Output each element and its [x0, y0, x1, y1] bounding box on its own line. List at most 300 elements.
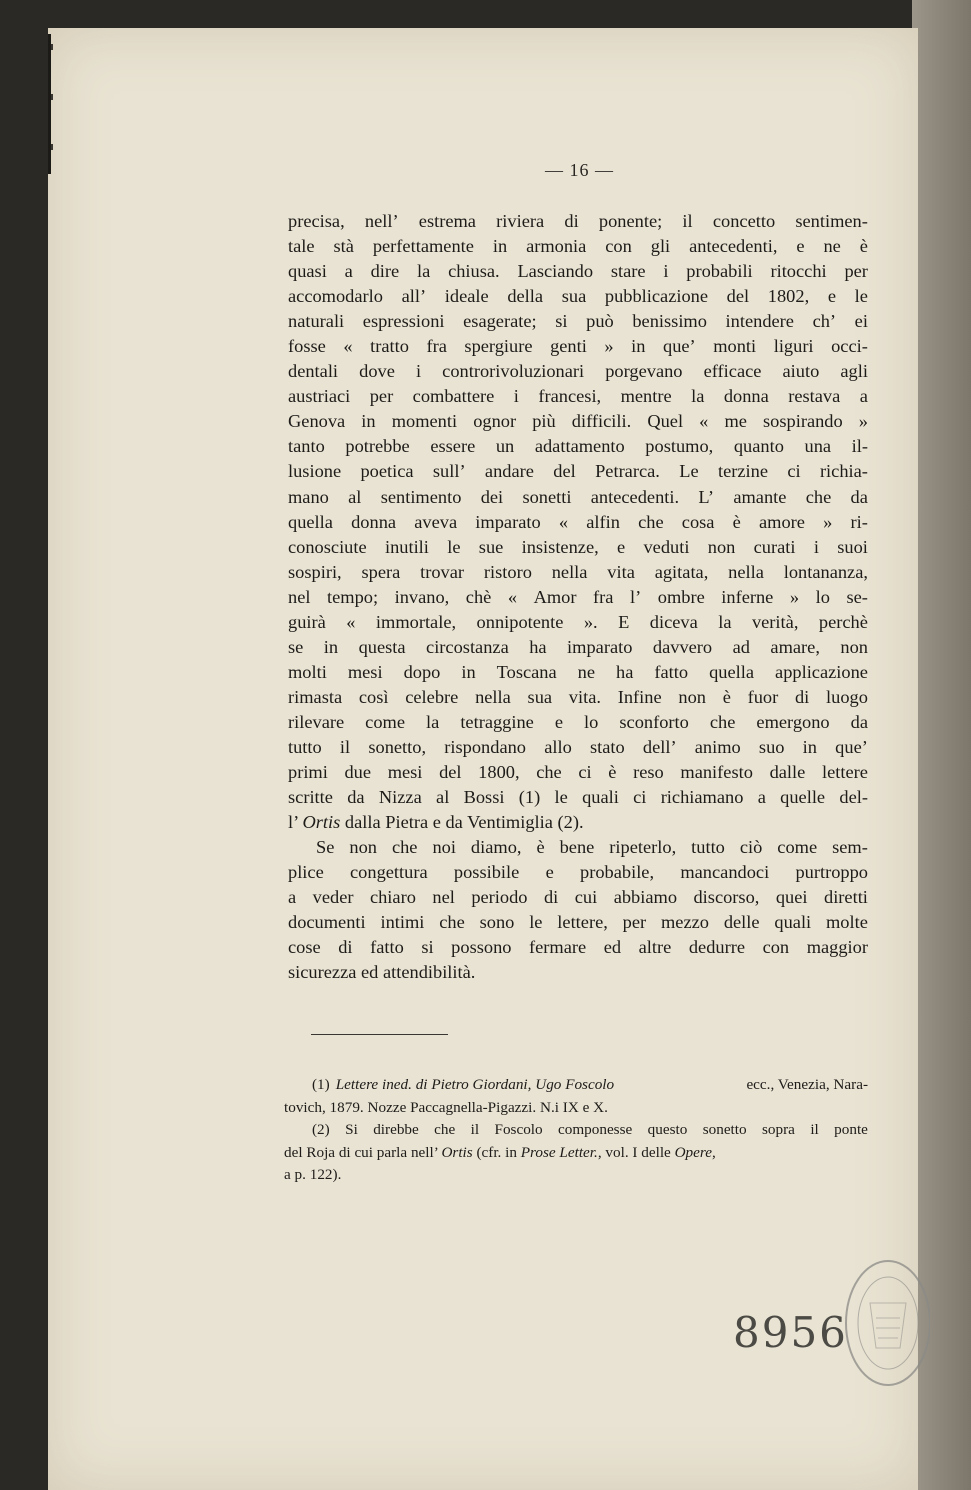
page-number: — 16 — [545, 160, 614, 180]
word: ne [577, 661, 596, 682]
word: espressioni [362, 311, 445, 332]
word: mesi [347, 661, 383, 682]
italic-citation: Lettere ined. di Pietro Giordani, Ugo Foscolo [335, 1076, 615, 1093]
word: così [358, 686, 389, 707]
word: che [439, 912, 465, 933]
word: que’ [663, 336, 696, 357]
word: vita [607, 561, 635, 582]
text-line [288, 760, 868, 785]
word: donna [351, 511, 397, 532]
word: del [439, 762, 462, 783]
word: L’ [698, 486, 715, 507]
text-line [288, 710, 868, 735]
word: da [850, 711, 868, 732]
word: sentimento [380, 486, 462, 507]
text-fragment: ecc., Venezia, Nara- [746, 1076, 868, 1093]
word: sua [561, 286, 587, 307]
word: genti [550, 336, 587, 357]
word: intendere [725, 311, 794, 332]
word: documenti [288, 912, 366, 933]
word: di [794, 686, 810, 707]
word: suoi [837, 536, 868, 557]
word: (2) [312, 1121, 330, 1138]
word: allo [544, 736, 572, 757]
word: da [850, 486, 868, 507]
word: è [859, 236, 868, 257]
word: Si [345, 1121, 358, 1138]
word: quelle [780, 787, 826, 808]
word: del [726, 286, 750, 307]
word: molte [826, 912, 868, 933]
word: che [536, 762, 562, 783]
word: se [288, 636, 304, 657]
word: sull’ [432, 461, 466, 482]
word: insistenze, [521, 536, 599, 557]
word: « [346, 611, 356, 632]
word: al [436, 787, 450, 808]
word: intimi [380, 912, 425, 933]
word: per [622, 912, 647, 933]
word: i [513, 386, 519, 407]
word: tale [288, 236, 315, 257]
word: Foscolo [494, 1121, 543, 1138]
word: manifesto [680, 762, 753, 783]
word: direbbe [373, 1121, 419, 1138]
word: mesi [387, 762, 423, 783]
word: armonia [526, 236, 587, 257]
word: tratto [370, 336, 409, 357]
footnote-2-line [284, 1142, 868, 1165]
word: cui [574, 887, 598, 908]
word: sopra [762, 1121, 795, 1138]
word: stato [589, 736, 625, 757]
word: E [618, 611, 630, 632]
text-line: sicurezza ed attendibilità. [288, 962, 476, 983]
word: concetto [712, 211, 776, 231]
word: che [709, 711, 736, 732]
word: Genova [288, 411, 346, 432]
word: in [361, 411, 376, 432]
word: ciò [739, 837, 763, 858]
word: emergono [756, 711, 830, 732]
word: spera [361, 561, 401, 582]
word: il [339, 736, 351, 757]
text-line [288, 885, 868, 910]
word: sua [527, 686, 553, 707]
word: nella [475, 686, 511, 707]
text-line [288, 835, 868, 860]
word: sospirando [763, 411, 843, 432]
word: circostanza [426, 636, 509, 657]
word: fatto [370, 937, 404, 958]
word: davvero [652, 636, 713, 657]
footnote-marker: (1) [312, 1076, 330, 1093]
word: quella [288, 511, 333, 532]
word: alfin [586, 511, 620, 532]
italic-title: Ortis [441, 1143, 473, 1161]
word: a [344, 261, 353, 282]
word: ponte [834, 1121, 868, 1138]
word: sospiri, [288, 561, 342, 582]
word: sconforto [619, 711, 689, 732]
word: donna [723, 386, 769, 407]
word: congettura [350, 862, 428, 883]
word: i [415, 361, 422, 382]
word: quanto [733, 436, 784, 457]
word: questa [358, 636, 406, 657]
word: e [617, 536, 626, 557]
word: in [802, 736, 817, 757]
word: è [732, 511, 741, 532]
word: restava [788, 386, 841, 407]
shelf-mark: 8956 [733, 1308, 848, 1357]
word: inutili [384, 536, 429, 557]
word: nel [288, 586, 311, 607]
word: ei [854, 311, 868, 332]
word: reso [633, 762, 664, 783]
word: Infine [617, 686, 662, 707]
word: non [678, 686, 706, 707]
word: primi [288, 762, 328, 783]
word: componesse [558, 1121, 633, 1138]
word: per [369, 386, 394, 407]
word: » [789, 586, 800, 607]
word: l’ [629, 586, 642, 607]
footnote-1-line [284, 1074, 868, 1097]
word: combattere [412, 386, 495, 407]
word: mancandoci [680, 862, 770, 883]
word: veduti [643, 536, 690, 557]
word: suo [758, 736, 785, 757]
word: occi- [831, 336, 868, 357]
word: » [604, 336, 614, 357]
word: quella [709, 661, 755, 682]
word: « [699, 411, 709, 432]
word: verità, [751, 611, 799, 632]
word: possono [451, 937, 512, 958]
word: Lasciando [517, 261, 594, 282]
word: discorso, [693, 887, 760, 908]
word: ripeterlo, [609, 837, 677, 858]
word: del [553, 461, 576, 482]
word: la [718, 611, 732, 632]
word: è [536, 837, 545, 858]
word: ci [633, 787, 647, 808]
word: celebre [405, 686, 459, 707]
binding-marks [48, 34, 56, 174]
word: controrivoluzionari [442, 361, 585, 382]
word: è [722, 686, 731, 707]
word: amare, [770, 636, 820, 657]
word: come [365, 711, 405, 732]
word: probabile, [580, 862, 655, 883]
word: fra [593, 586, 614, 607]
word: agitata, [654, 561, 709, 582]
word: dopo [403, 661, 441, 682]
word: francesi, [538, 386, 602, 407]
word: dalle [769, 762, 806, 783]
word: imparato [475, 511, 541, 532]
word: una [804, 436, 832, 457]
word: essere [430, 436, 476, 457]
word: guirà [288, 611, 326, 632]
word: fatto [654, 661, 689, 682]
word: ci [578, 762, 592, 783]
word: mano [288, 486, 329, 507]
word: che [805, 486, 832, 507]
word: a [757, 787, 766, 808]
text-fragment: , vol. I delle [597, 1143, 675, 1161]
word: come [777, 837, 818, 858]
word: agli [840, 361, 868, 382]
text-fragment: , [711, 1143, 716, 1161]
word: Le [679, 461, 699, 482]
text-fragment: (cfr. in [472, 1143, 521, 1161]
text-line [288, 610, 868, 635]
word: maggior [806, 937, 868, 958]
word: que’ [835, 736, 868, 757]
word: a [859, 386, 868, 407]
word: ch’ [812, 311, 837, 332]
word: non [707, 536, 736, 557]
word: ne [823, 236, 841, 257]
word: della [507, 286, 544, 307]
word: imparato [567, 636, 633, 657]
word: ognor [473, 411, 517, 432]
word: ha [529, 636, 547, 657]
word: Bossi [463, 787, 505, 808]
word: ha [616, 661, 634, 682]
word: ri- [850, 511, 868, 532]
word: ponente; [598, 211, 663, 231]
word: è [608, 762, 617, 783]
library-stamp [830, 1248, 930, 1398]
word: di [543, 887, 559, 908]
word: possibile [453, 862, 520, 883]
text-line [288, 334, 868, 359]
word: stare [610, 261, 646, 282]
word: i [663, 261, 669, 282]
word: aiuto [782, 361, 820, 382]
word: porgevano [605, 361, 683, 382]
word: dei [480, 486, 504, 507]
word: nell’ [364, 211, 399, 231]
word: dentali [288, 361, 339, 382]
word: ritocchi [770, 261, 827, 282]
word: potrebbe [345, 436, 410, 457]
word: con [762, 937, 790, 958]
word: immortale, [375, 611, 457, 632]
word: liguri [773, 336, 814, 357]
word: da [347, 787, 365, 808]
text-line [288, 635, 868, 660]
word: abbiamo [613, 887, 678, 908]
word: che [391, 837, 418, 858]
word: mezzo [660, 912, 709, 933]
body-text [288, 209, 868, 985]
text-line [288, 910, 868, 935]
word: con [605, 236, 632, 257]
word: « [507, 586, 518, 607]
word: nel [432, 887, 455, 908]
word: le [529, 912, 543, 933]
word: sonetto [702, 1121, 747, 1138]
footnote-2-line [284, 1119, 868, 1142]
footnotes [284, 1074, 868, 1187]
word: chiusa. [448, 261, 500, 282]
word: tempo; [327, 586, 379, 607]
text-line [288, 459, 868, 484]
word: questo [647, 1121, 688, 1138]
footnote-separator [311, 1034, 448, 1035]
word: e [827, 286, 836, 307]
word: lusione [288, 461, 342, 482]
word: efficace [703, 361, 762, 382]
word: si [555, 311, 568, 332]
word: sonetti [522, 486, 572, 507]
text-line [288, 309, 868, 334]
word: di [338, 937, 353, 958]
word: mentre [620, 386, 672, 407]
text-line [288, 510, 868, 535]
word: all’ [401, 286, 427, 307]
word: lettere, [557, 912, 608, 933]
word: lontananza, [783, 561, 868, 582]
text-line [288, 860, 868, 885]
word: (1) [518, 787, 541, 808]
word: il [682, 211, 693, 231]
word: non [349, 837, 377, 858]
italic-title: Opere [674, 1143, 712, 1161]
word: riviera [496, 211, 545, 231]
word: plice [288, 862, 324, 883]
word: e [545, 862, 554, 883]
word: quali [582, 787, 619, 808]
word: quali [774, 912, 812, 933]
word: andare [484, 461, 534, 482]
word: il [470, 1121, 480, 1138]
word: a [288, 887, 297, 908]
word: gli [650, 236, 671, 257]
word: il [810, 1121, 819, 1138]
word: estrema [418, 211, 476, 231]
word: i [813, 536, 819, 557]
word: ristoro [483, 561, 532, 582]
text-line [288, 535, 868, 560]
word: monti [713, 336, 757, 357]
word: amante [733, 486, 787, 507]
word: la [426, 711, 440, 732]
word: Se [316, 837, 335, 858]
word: sentimen- [795, 211, 868, 231]
word: curati [753, 536, 796, 557]
word: cose [288, 937, 321, 958]
word: fermare [529, 937, 587, 958]
text-line [288, 685, 868, 710]
word: quei [775, 887, 808, 908]
word: precisa, [288, 211, 345, 231]
text-fragment: dalla Pietra e da Ventimiglia (2). [340, 812, 584, 833]
word: conosciute [288, 536, 367, 557]
word: luogo [826, 686, 868, 707]
text-line [288, 259, 868, 284]
word: chiaro [369, 887, 416, 908]
word: rimasta [288, 686, 343, 707]
word: antecedenti, [689, 236, 778, 257]
word: e [796, 236, 805, 257]
word: animo [694, 736, 741, 757]
word: sonetto, [368, 736, 427, 757]
word: applicazione [775, 661, 868, 682]
text-fragment: del Roja di cui parla nell’ [284, 1143, 442, 1161]
word: vita. [568, 686, 601, 707]
word: che [638, 511, 664, 532]
word: Petrarca. [595, 461, 660, 482]
word: delle [723, 912, 760, 933]
word: più [532, 411, 556, 432]
word: aveva [414, 511, 458, 532]
word: poetica [360, 461, 414, 482]
italic-title: Prose Letter. [520, 1143, 598, 1161]
word: le [854, 286, 868, 307]
word: in [631, 336, 646, 357]
word: probabili [686, 261, 753, 282]
word: lo [815, 586, 830, 607]
word: ideale [444, 286, 489, 307]
word: veder [312, 887, 354, 908]
word: rilevare [288, 711, 345, 732]
word: sue [478, 536, 504, 557]
word: le [447, 536, 461, 557]
word: perchè [818, 611, 868, 632]
word: ed [603, 937, 622, 958]
word: naturali [288, 311, 345, 332]
word: Nizza [378, 787, 422, 808]
word: richiamano [660, 787, 744, 808]
word: quasi [288, 261, 327, 282]
word: me [724, 411, 747, 432]
word: che [434, 1121, 456, 1138]
word: ad [732, 636, 750, 657]
word: fra [426, 336, 447, 357]
word: perfettamente [372, 236, 474, 257]
word: dedurre [688, 937, 746, 958]
word: pubblicazione [604, 286, 709, 307]
word: momenti [391, 411, 458, 432]
word: chè [465, 586, 492, 607]
word: austriaci [288, 386, 351, 407]
text-line [288, 560, 868, 585]
word: difficili. [571, 411, 632, 432]
word: del- [839, 787, 868, 808]
word: dell’ [642, 736, 677, 757]
word: » [858, 411, 868, 432]
word: di [564, 211, 579, 231]
word: ombre [657, 586, 705, 607]
word: rispondano [444, 736, 526, 757]
word: esagerate; [463, 311, 537, 332]
text-line [288, 409, 868, 434]
word: il- [851, 436, 868, 457]
footnote-2-line: a p. 122). [284, 1166, 342, 1183]
word: benissimo [632, 311, 707, 332]
word: « [558, 511, 569, 532]
text-line [288, 485, 868, 510]
word: Toscana [496, 661, 557, 682]
word: purtroppo [795, 862, 868, 883]
word: postumo, [645, 436, 714, 457]
word: 1800, [478, 762, 520, 783]
